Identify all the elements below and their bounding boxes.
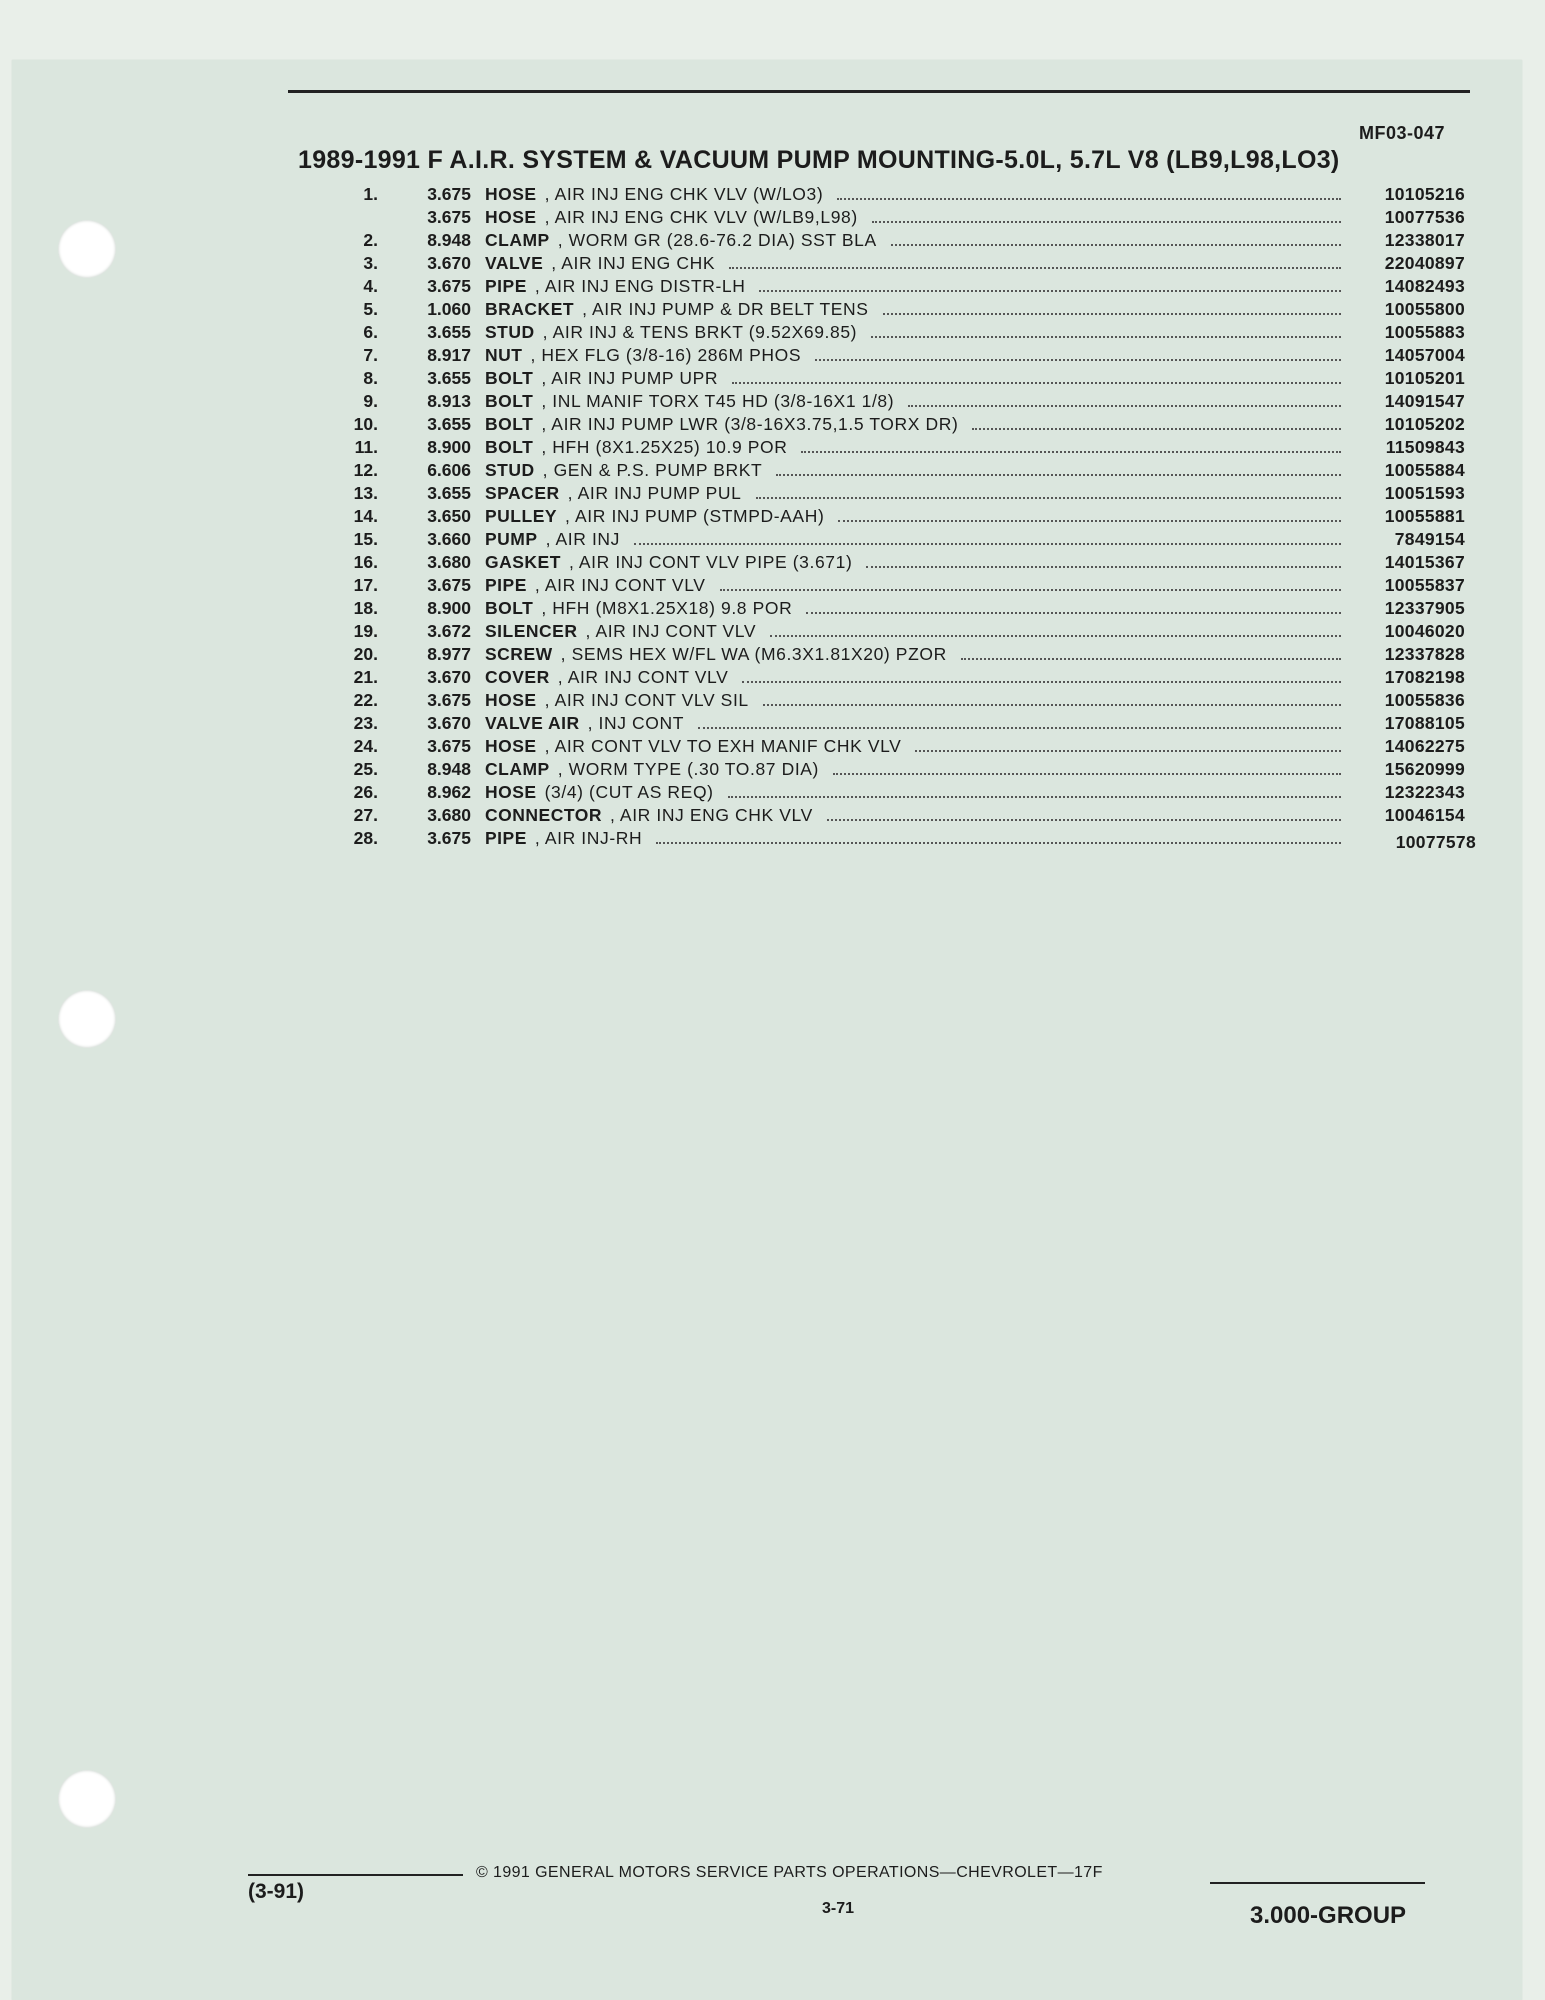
part-row [330, 620, 1465, 643]
item-number: 8. [363, 368, 378, 388]
part-number: 12338017 [1384, 230, 1465, 250]
leader-dots [720, 575, 1342, 591]
part-name: PIPE [485, 575, 527, 595]
item-number: 2. [363, 230, 378, 250]
group-number: 8.977 [427, 644, 471, 664]
group-number: 3.655 [427, 322, 471, 342]
page-title: 1989-1991 F A.I.R. SYSTEM & VACUUM PUMP MOUNTING-5.0L, 5.7L V8 (LB9,L98,LO3) [298, 146, 1340, 174]
leader-dots [891, 230, 1341, 246]
leader-dots [759, 276, 1341, 292]
part-name: PULLEY [485, 506, 558, 526]
leader-dots [815, 345, 1341, 361]
part-description: , AIR INJ ENG CHK VLV [609, 805, 813, 825]
part-number: 14062275 [1384, 736, 1465, 756]
part-description: , HFH (M8X1.25X18) 9.8 POR [541, 598, 793, 618]
part-row [330, 390, 1465, 413]
item-number: 20. [353, 644, 378, 664]
group-number: 3.655 [427, 368, 471, 388]
part-number: 14091547 [1384, 391, 1465, 411]
leader-dots [827, 805, 1341, 821]
part-row [330, 781, 1465, 804]
leader-dots [908, 391, 1341, 407]
part-name: HOSE [485, 690, 537, 710]
part-row [330, 344, 1465, 367]
item-number: 25. [353, 759, 378, 779]
part-name: GASKET [485, 552, 561, 572]
part-row [330, 413, 1465, 436]
part-row [330, 459, 1465, 482]
item-number: 24. [353, 736, 378, 756]
part-row [330, 827, 1465, 850]
item-number: 23. [353, 713, 378, 733]
part-name: NUT [485, 345, 523, 365]
part-row [330, 551, 1465, 574]
item-number: 5. [363, 299, 378, 319]
group-number: 3.675 [427, 207, 471, 227]
part-number-extra: 10077578 [1395, 832, 1476, 852]
part-number: 10046020 [1384, 621, 1465, 641]
part-row [330, 666, 1465, 689]
leader-dots [883, 299, 1341, 315]
group-number: 8.900 [427, 598, 471, 618]
part-description: , AIR INJ ENG CHK VLV (W/LO3) [544, 184, 824, 204]
part-name: BOLT [485, 391, 534, 411]
part-name: SILENCER [485, 621, 578, 641]
part-description: , HEX FLG (3/8-16) 286M PHOS [530, 345, 802, 365]
part-name: SPACER [485, 483, 560, 503]
part-number: 7849154 [1394, 529, 1465, 549]
part-number: 14057004 [1384, 345, 1465, 365]
part-row [330, 643, 1465, 666]
item-number: 1. [363, 184, 378, 204]
part-description: , INL MANIF TORX T45 HD (3/8-16X1 1/8) [541, 391, 895, 411]
group-number: 3.670 [427, 667, 471, 687]
item-number: 21. [353, 667, 378, 687]
item-number: 19. [353, 621, 378, 641]
part-description: (3/4) (CUT AS REQ) [544, 782, 714, 802]
part-row [330, 367, 1465, 390]
leader-dots [972, 414, 1341, 430]
part-number: 11509843 [1385, 437, 1465, 457]
group-number: 1.060 [427, 299, 471, 319]
part-name: HOSE [485, 184, 537, 204]
part-description: , AIR INJ PUMP UPR [541, 368, 719, 388]
group-number: 3.670 [427, 713, 471, 733]
part-name: CONNECTOR [485, 805, 602, 825]
footer-page-number: 3-71 [822, 1900, 855, 1917]
group-number: 3.660 [427, 529, 471, 549]
part-description: , AIR CONT VLV TO EXH MANIF CHK VLV [544, 736, 902, 756]
part-description: , AIR INJ CONT VLV SIL [544, 690, 749, 710]
item-number: 10. [353, 414, 378, 434]
item-number: 15. [353, 529, 378, 549]
leader-dots [806, 598, 1341, 614]
part-number: 10105216 [1384, 184, 1465, 204]
part-row [330, 574, 1465, 597]
part-number: 22040897 [1384, 253, 1465, 273]
part-name: COVER [485, 667, 550, 687]
group-number: 3.675 [427, 690, 471, 710]
group-number: 3.675 [427, 828, 471, 848]
part-number: 14082493 [1384, 276, 1465, 296]
leader-dots [837, 184, 1341, 200]
part-row [330, 597, 1465, 620]
part-name: CLAMP [485, 759, 550, 779]
group-number: 6.606 [427, 460, 471, 480]
part-description: , AIR INJ & TENS BRKT (9.52X69.85) [542, 322, 858, 342]
leader-dots [656, 828, 1341, 844]
part-description: , AIR INJ CONT VLV [585, 621, 757, 641]
leader-dots [776, 460, 1341, 476]
part-name: VALVE [485, 253, 544, 273]
leader-dots [729, 253, 1341, 269]
leader-dots [871, 322, 1341, 338]
part-description: , AIR INJ CONT VLV PIPE (3.671) [568, 552, 853, 572]
leader-dots [756, 483, 1342, 499]
part-row [330, 321, 1465, 344]
footer-copyright: © 1991 GENERAL MOTORS SERVICE PARTS OPERATIONS—CHEVROLET—17F [476, 1864, 1103, 1881]
group-number: 3.670 [427, 253, 471, 273]
item-number: 17. [353, 575, 378, 595]
part-name: STUD [485, 322, 535, 342]
part-row [330, 528, 1465, 551]
part-row [330, 206, 1465, 229]
part-name: CLAMP [485, 230, 550, 250]
part-row [330, 275, 1465, 298]
part-number: 10077536 [1384, 207, 1465, 227]
part-description: , AIR INJ ENG CHK VLV (W/LB9,L98) [544, 207, 858, 227]
part-description: , GEN & P.S. PUMP BRKT [542, 460, 763, 480]
leader-dots [801, 437, 1341, 453]
leader-dots [634, 529, 1341, 545]
leader-dots [838, 506, 1341, 522]
part-row [330, 252, 1465, 275]
part-name: STUD [485, 460, 535, 480]
item-number: 14. [353, 506, 378, 526]
part-number: 10055837 [1384, 575, 1465, 595]
footer-rule-left [248, 1874, 463, 1876]
part-number: 17088105 [1384, 713, 1465, 733]
part-description: , WORM GR (28.6-76.2 DIA) SST BLA [557, 230, 877, 250]
part-name: BOLT [485, 598, 534, 618]
item-number: 9. [363, 391, 378, 411]
footer-revision: (3-91) [248, 1880, 305, 1903]
leader-dots [742, 667, 1341, 683]
item-number: 13. [353, 483, 378, 503]
part-row [330, 436, 1465, 459]
part-name: HOSE [485, 207, 537, 227]
part-name: PUMP [485, 529, 538, 549]
part-number: 10105201 [1384, 368, 1465, 388]
part-description: , AIR INJ PUMP LWR (3/8-16X3.75,1.5 TORX DR) [541, 414, 959, 434]
part-description: , WORM TYPE (.30 TO.87 DIA) [557, 759, 819, 779]
part-row [330, 229, 1465, 252]
item-number: 12. [353, 460, 378, 480]
part-description: , AIR INJ PUMP PUL [567, 483, 742, 503]
group-number: 8.917 [427, 345, 471, 365]
part-number: 14015367 [1384, 552, 1465, 572]
group-number: 3.675 [427, 276, 471, 296]
part-name: VALVE AIR [485, 713, 580, 733]
part-description: , AIR INJ-RH [534, 828, 643, 848]
item-number: 28. [353, 828, 378, 848]
header-rule [288, 90, 1470, 93]
binder-hole-middle [58, 990, 116, 1048]
part-description: , AIR INJ PUMP (STMPD-AAH) [565, 506, 825, 526]
leader-dots [763, 690, 1341, 706]
footer-group: 3.000-GROUP [1250, 1902, 1407, 1929]
part-row [330, 804, 1465, 827]
leader-dots [698, 713, 1341, 729]
part-name: BOLT [485, 368, 534, 388]
group-number: 3.675 [427, 184, 471, 204]
item-number: 18. [353, 598, 378, 618]
part-description: , AIR INJ CONT VLV [534, 575, 706, 595]
group-number: 3.655 [427, 414, 471, 434]
part-row [330, 758, 1465, 781]
part-description: , HFH (8X1.25X25) 10.9 POR [541, 437, 788, 457]
part-number: 12322343 [1384, 782, 1465, 802]
leader-dots [866, 552, 1341, 568]
part-name: HOSE [485, 736, 537, 756]
group-number: 8.948 [427, 759, 471, 779]
part-number: 17082198 [1384, 667, 1465, 687]
part-name: PIPE [485, 828, 527, 848]
item-number: 4. [363, 276, 378, 296]
part-row [330, 689, 1465, 712]
part-description: , AIR INJ [545, 529, 621, 549]
group-number: 3.675 [427, 575, 471, 595]
item-number: 26. [353, 782, 378, 802]
page-code: MF03-047 [1358, 123, 1445, 143]
leader-dots [728, 782, 1341, 798]
part-name: BOLT [485, 437, 534, 457]
leader-dots [961, 644, 1341, 660]
binder-hole-bottom [58, 1770, 116, 1828]
item-number: 6. [363, 322, 378, 342]
part-number: 10055883 [1384, 322, 1465, 342]
group-number: 3.672 [427, 621, 471, 641]
part-row [330, 183, 1465, 206]
part-row [330, 298, 1465, 321]
group-number: 3.650 [427, 506, 471, 526]
group-number: 8.913 [427, 391, 471, 411]
leader-dots [732, 368, 1341, 384]
part-description: , SEMS HEX W/FL WA (M6.3X1.81X20) PZOR [560, 644, 947, 664]
part-number: 10055884 [1384, 460, 1465, 480]
part-number: 10051593 [1384, 483, 1465, 503]
part-number: 10055800 [1384, 299, 1465, 319]
part-number: 10046154 [1384, 805, 1465, 825]
leader-dots [872, 207, 1341, 223]
binder-hole-top [58, 220, 116, 278]
part-row [330, 482, 1465, 505]
part-number: 12337905 [1384, 598, 1465, 618]
group-number: 8.962 [427, 782, 471, 802]
part-description: , AIR INJ ENG CHK [551, 253, 716, 273]
part-description: , AIR INJ CONT VLV [557, 667, 729, 687]
leader-dots [770, 621, 1341, 637]
part-name: BRACKET [485, 299, 575, 319]
part-name: SCREW [485, 644, 553, 664]
parts-list [330, 183, 1465, 850]
group-number: 3.680 [427, 805, 471, 825]
part-name: HOSE [485, 782, 537, 802]
part-number: 10105202 [1384, 414, 1465, 434]
item-number: 7. [363, 345, 378, 365]
item-number: 16. [353, 552, 378, 572]
leader-dots [915, 736, 1341, 752]
part-description: , AIR INJ ENG DISTR-LH [534, 276, 746, 296]
part-row [330, 735, 1465, 758]
part-name: PIPE [485, 276, 527, 296]
group-number: 8.948 [427, 230, 471, 250]
part-number: 10055836 [1384, 690, 1465, 710]
group-number: 8.900 [427, 437, 471, 457]
part-number: 10055881 [1384, 506, 1465, 526]
part-description: , AIR INJ PUMP & DR BELT TENS [582, 299, 869, 319]
footer-rule-right [1210, 1882, 1425, 1884]
group-number: 3.655 [427, 483, 471, 503]
group-number: 3.680 [427, 552, 471, 572]
part-row [330, 505, 1465, 528]
leader-dots [833, 759, 1341, 775]
part-number: 15620999 [1384, 759, 1465, 779]
item-number: 22. [353, 690, 378, 710]
part-description: , INJ CONT [587, 713, 685, 733]
part-name: BOLT [485, 414, 534, 434]
item-number: 11. [354, 437, 378, 457]
part-row [330, 712, 1465, 735]
group-number: 3.675 [427, 736, 471, 756]
item-number: 27. [353, 805, 378, 825]
item-number: 3. [363, 253, 378, 273]
part-number: 12337828 [1384, 644, 1465, 664]
